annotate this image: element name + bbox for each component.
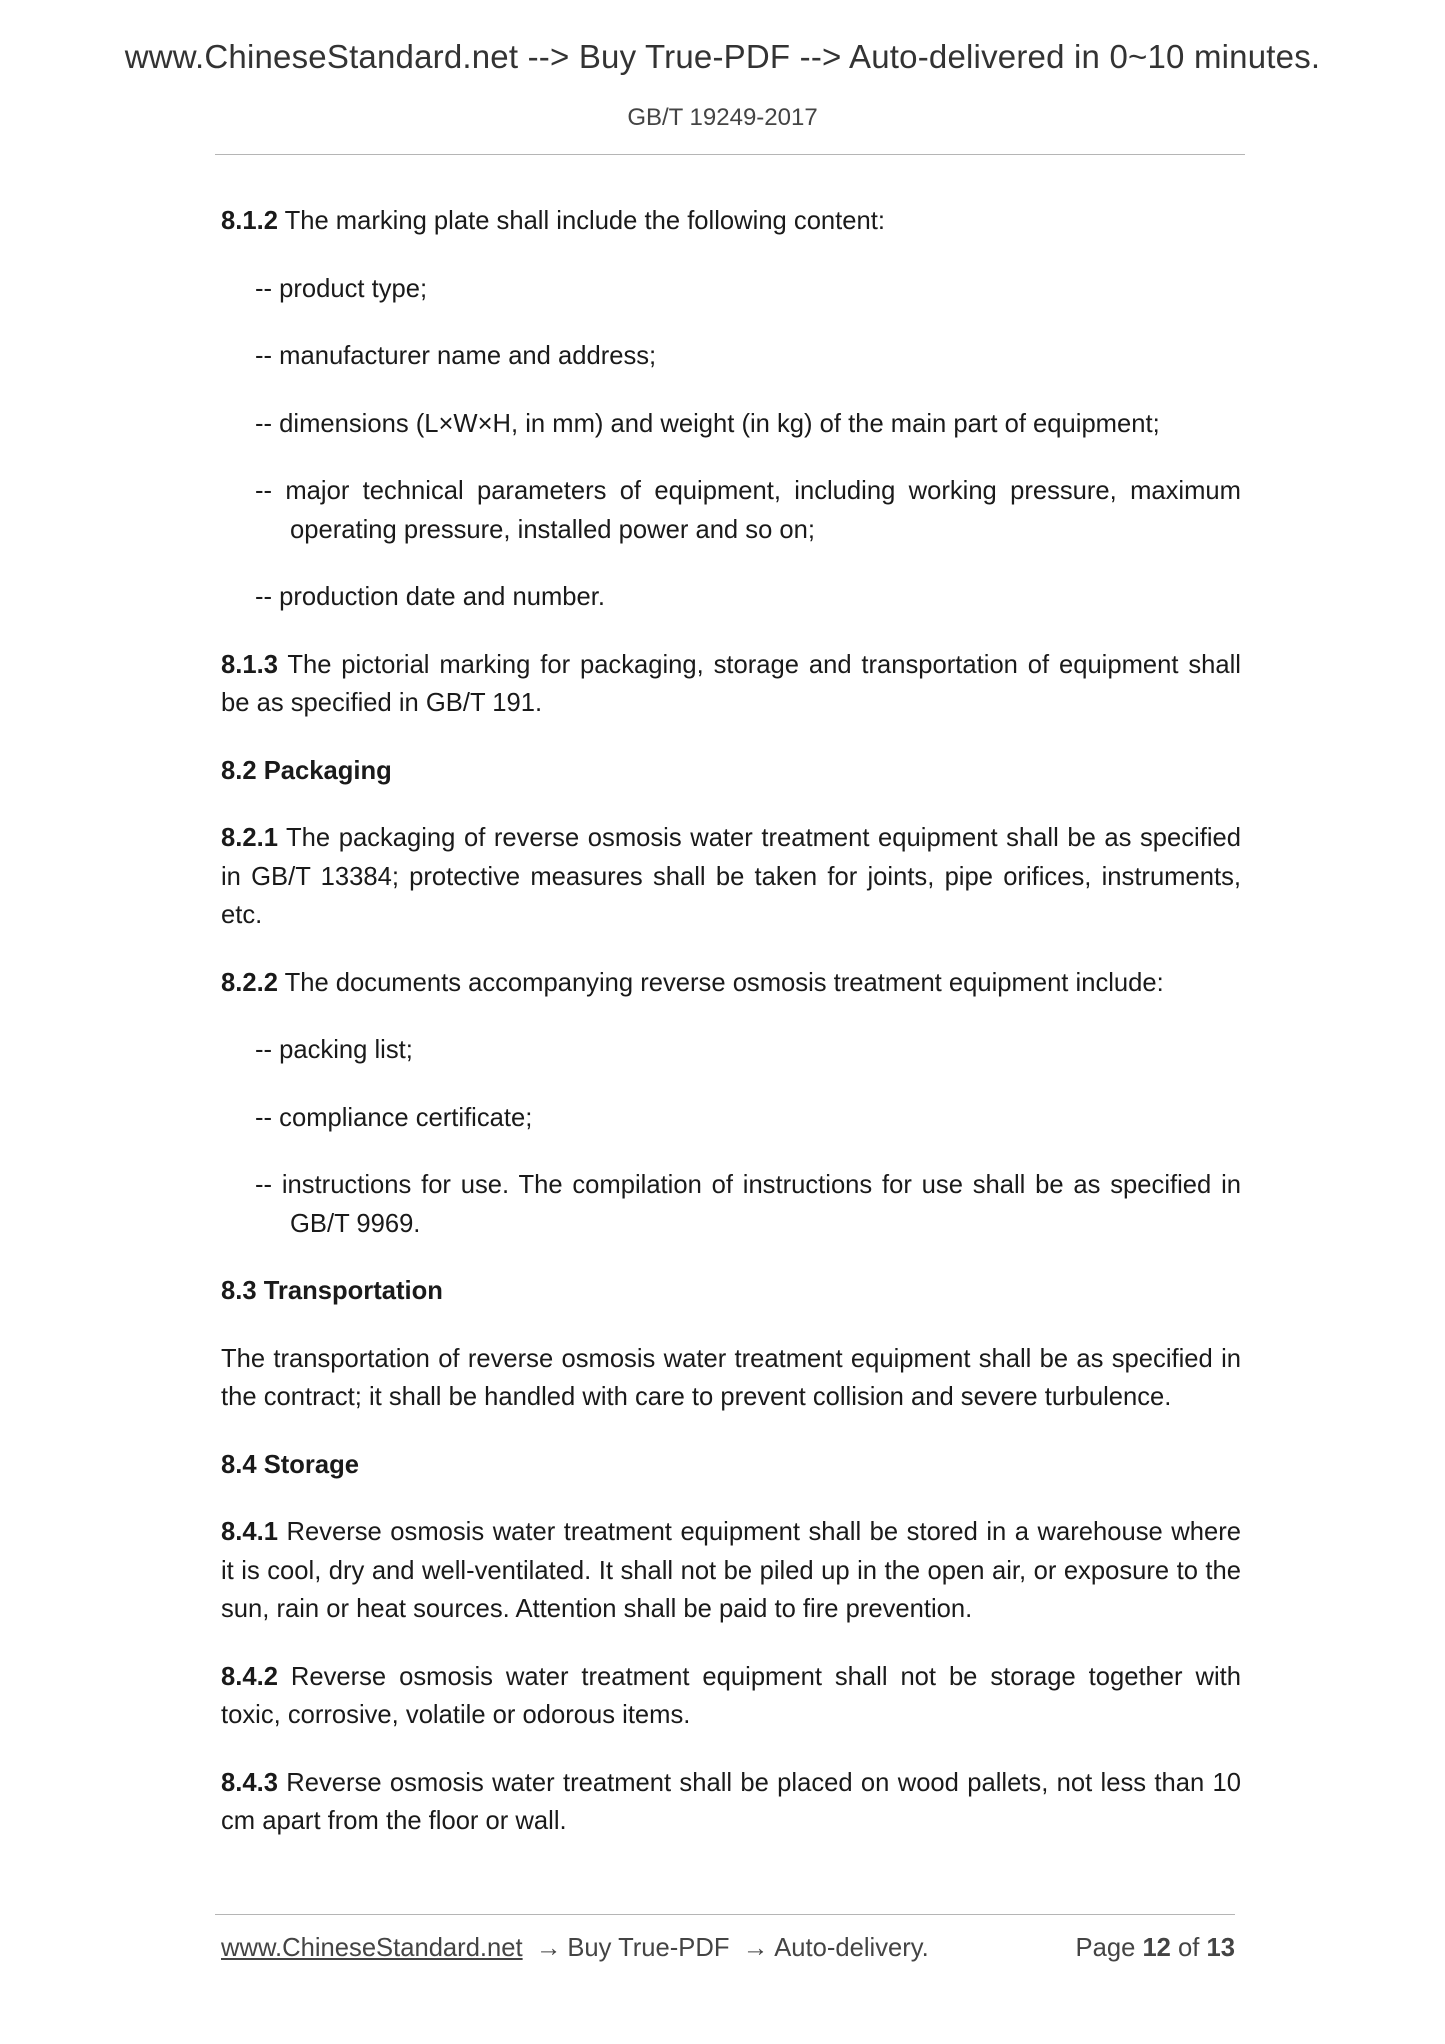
footer-left — [221, 1934, 929, 1963]
page-number — [1076, 1934, 1235, 1963]
page-footer — [221, 1934, 1235, 1963]
right-arrow-icon: → — [742, 1934, 769, 1962]
section-heading-packaging: 8.2 Packaging — [221, 756, 392, 785]
page-total: 13 — [1206, 1934, 1235, 1962]
clause-number: 8.2.2 — [221, 968, 278, 997]
list-item: -- packing list; — [255, 1036, 413, 1064]
clause-number: 8.1.3 — [221, 650, 278, 679]
clause-8-4-3 — [221, 1764, 1241, 1841]
clause-number: 8.1.2 — [221, 207, 278, 235]
footer-divider — [215, 1914, 1235, 1915]
list-item: -- product type; — [255, 274, 428, 303]
right-arrow-icon: → — [535, 1934, 562, 1962]
standard-code: GB/T 19249-2017 — [627, 104, 818, 131]
clause-text: Reverse osmosis water treatment equipment shall be stored in a warehouse where it is cool, dry and well-ventilated. It shall not be piled up in the open air, or exposure to the sun, rain or heat sources. Attention shall be paid to fire prevention. — [221, 1518, 1241, 1623]
clause-text: Reverse osmosis water treatment equipment shall not be storage together with toxic, corrosive, volatile or odorous items. — [221, 1662, 1241, 1729]
clause-number: 8.2.1 — [221, 824, 278, 852]
header-divider — [215, 154, 1245, 155]
clause-8-2-2 — [221, 964, 1241, 1003]
clause-8-3-text: The transportation of reverse osmosis water treatment equipment shall be as specified in the contract; it shall be handled with care to prevent collision and severe turbulence. — [221, 1344, 1241, 1411]
clause-8-1-2 — [221, 202, 1241, 241]
footer-website-link[interactable]: www.ChineseStandard.net — [221, 1934, 523, 1962]
list-item: -- dimensions (L×W×H, in mm) and weight (in kg) of the main part of equipment; — [255, 409, 1160, 438]
list-item: -- compliance certificate; — [255, 1103, 533, 1132]
clause-number: 8.4.1 — [221, 1518, 278, 1546]
clause-8-2-1 — [221, 819, 1241, 935]
document-body — [221, 202, 1241, 1870]
clause-8-4-2 — [221, 1658, 1241, 1735]
section-heading-transportation: 8.3 Transportation — [221, 1277, 443, 1305]
clause-number: 8.4.3 — [221, 1768, 278, 1797]
footer-buy-text: Buy True-PDF — [567, 1934, 730, 1962]
clause-text: Reverse osmosis water treatment shall be placed on wood pallets, not less than 10 cm apart from the floor or wall. — [221, 1768, 1241, 1835]
clause-number: 8.4.2 — [221, 1662, 278, 1691]
footer-delivery-text: Auto-delivery. — [774, 1934, 929, 1962]
list-item: -- manufacturer name and address; — [255, 342, 657, 370]
page-of-label: of — [1178, 1934, 1200, 1962]
clause-text: The packaging of reverse osmosis water treatment equipment shall be as specified in GB/T 13384; protective measures shall be taken for joints, pipe orifices, instruments, etc. — [221, 824, 1241, 929]
clause-text: The documents accompanying reverse osmosis treatment equipment include: — [277, 968, 1164, 997]
page-label: Page — [1075, 1934, 1136, 1962]
section-heading-storage: 8.4 Storage — [221, 1450, 359, 1479]
clause-8-4-1 — [221, 1513, 1241, 1629]
clause-text: The pictorial marking for packaging, storage and transportation of equipment shall be as specified in GB/T 191. — [221, 650, 1241, 717]
clause-text: The marking plate shall include the following content: — [277, 207, 885, 235]
list-item: -- major technical parameters of equipment, including working pressure, maximum operating pressure, installed power and so on; — [255, 477, 1241, 544]
list-item: -- production date and number. — [255, 583, 606, 611]
top-banner: www.ChineseStandard.net --> Buy True-PDF --> Auto-delivered in 0~10 minutes. — [124, 38, 1321, 75]
list-item: -- instructions for use. The compilation of instructions for use shall be as specified in GB/T 9969. — [255, 1171, 1241, 1238]
page-current: 12 — [1142, 1934, 1171, 1962]
clause-8-1-3 — [221, 646, 1241, 723]
